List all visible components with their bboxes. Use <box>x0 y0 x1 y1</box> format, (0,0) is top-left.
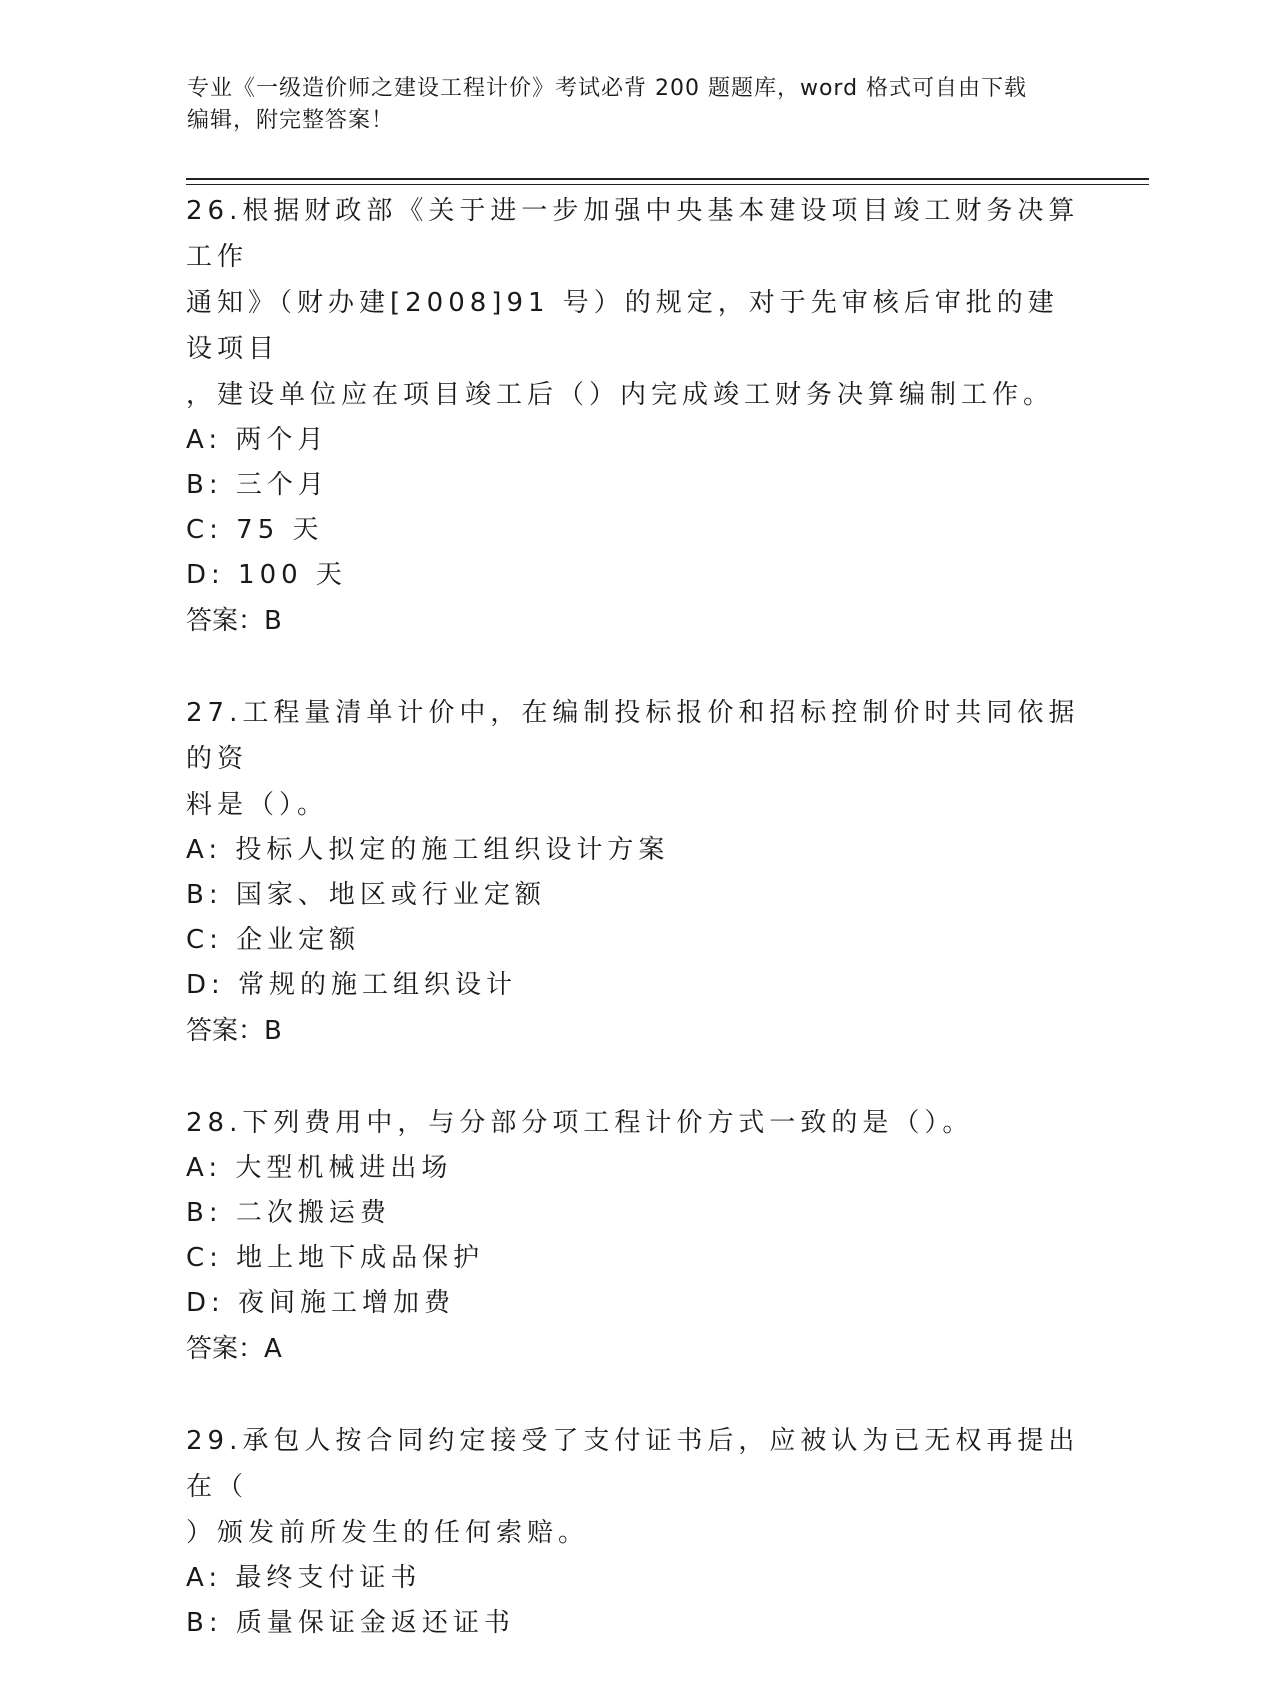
question-text-line: 29.承包人按合同约定接受了支付证书后，应被认为已无权再提出在（ <box>186 1426 1080 1502</box>
option-b: B: 质量保证金返还证书 <box>186 1608 515 1638</box>
answer-label: 答案： <box>186 606 265 636</box>
header-rule-thin <box>186 184 1149 185</box>
question-text-line: 27.工程量清单计价中，在编制投标报价和招标控制价时共同依据的资 <box>186 698 1080 774</box>
question-27 <box>186 690 1086 1054</box>
question-text-line: 26.根据财政部《关于进一步加强中央基本建设项目竣工财务决算工作 <box>186 196 1080 272</box>
answer-value: B <box>264 1016 282 1046</box>
header-line-1: 专业《一级造价师之建设工程计价》考试必背 200 题题库，word 格式可自由下载 <box>187 76 1028 101</box>
option-c: C: 企业定额 <box>186 925 361 955</box>
question-28 <box>186 1100 1086 1372</box>
option-a: A: 投标人拟定的施工组织设计方案 <box>186 835 670 865</box>
question-list <box>186 188 1086 1692</box>
header-rule-thick <box>186 178 1149 180</box>
question-text-line: ）颁发前所发生的任何索赔。 <box>186 1518 590 1548</box>
answer-value: B <box>264 606 282 636</box>
option-d: D: 100 天 <box>186 560 347 590</box>
option-d: D: 常规的施工组织设计 <box>186 970 518 1000</box>
option-a: A: 最终支付证书 <box>186 1563 422 1593</box>
answer-value: A <box>264 1334 282 1364</box>
document-header <box>187 73 1087 137</box>
answer-label: 答案： <box>186 1334 265 1364</box>
question-text-line: 料是（）。 <box>186 790 329 820</box>
question-text-line: 通知》（财办建[2008]91 号）的规定，对于先审核后审批的建设项目 <box>186 288 1059 364</box>
answer <box>186 1008 1086 1054</box>
option-a: A: 大型机械进出场 <box>186 1153 453 1183</box>
question-29 <box>186 1418 1086 1646</box>
answer <box>186 1326 1086 1372</box>
question-stem <box>186 690 1086 828</box>
option-b: B: 国家、地区或行业定额 <box>186 880 546 910</box>
answer-label: 答案： <box>186 1016 265 1046</box>
option-b: B: 二次搬运费 <box>186 1198 391 1228</box>
question-26 <box>186 188 1086 644</box>
answer <box>186 598 1086 644</box>
question-stem <box>186 1418 1086 1556</box>
header-line-2: 编辑，附完整答案！ <box>187 108 395 133</box>
question-text-line: ，建设单位应在项目竣工后（）内完成竣工财务决算编制工作。 <box>186 380 1055 410</box>
question-stem <box>186 1100 1086 1146</box>
option-d: D: 夜间施工增加费 <box>186 1288 456 1318</box>
option-b: B: 三个月 <box>186 470 329 500</box>
option-c: C: 75 天 <box>186 515 324 545</box>
option-c: C: 地上地下成品保护 <box>186 1243 485 1273</box>
question-stem <box>186 188 1086 418</box>
question-text-line: 28.下列费用中，与分部分项工程计价方式一致的是（）。 <box>186 1108 974 1138</box>
option-a: A: 两个月 <box>186 425 329 455</box>
